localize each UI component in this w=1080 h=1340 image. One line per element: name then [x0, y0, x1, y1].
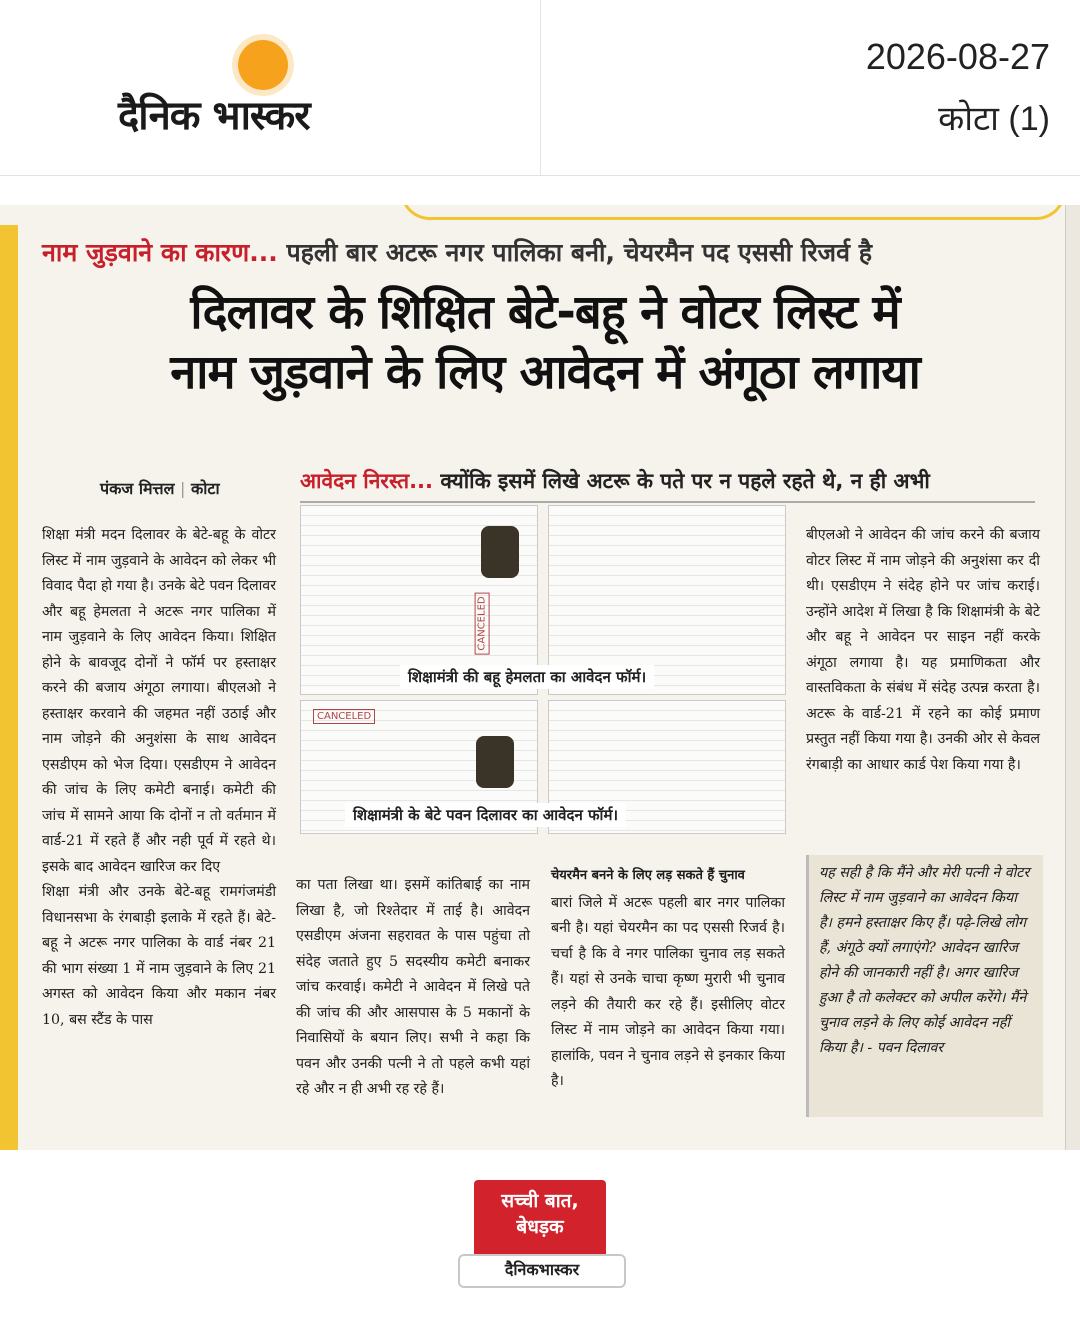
yellow-edge-strip — [0, 225, 18, 1150]
article-column-4: बीएलओ ने आवेदन की जांच करने की बजाय वोटर लिस्ट में नाम जोड़ने की अनुशंसा कर दी थी। एसडीएम ने संदेह होने पर जांच कराई। उन्होंने आदेश में लिखा है कि शिक्षामंत्री के बेटे और बहू ने आवेदन पर साइन नहीं करके अंगूठा लगाया है। यह प्रमाणिकता और वास्तविकता के संबंध में संदेह उत्पन्न करता है। अटरू के वार्ड-21 में रहने का कोई प्रमाण प्रस्तुत नहीं किया गया है। उनकी ओर से केवल रंगबाड़ी का आधार कार्ड पेश किया गया है। — [806, 527, 1040, 773]
page-header — [0, 0, 1080, 176]
edition-date: 2026-08-27 — [865, 36, 1050, 77]
footer-brand-logo — [458, 1180, 622, 1295]
clip-top-border — [400, 205, 1066, 220]
col1-paragraph-1: शिक्षा मंत्री मदन दिलावर के बेटे-बहू के वोटर लिस्ट में नाम जुड़वाने के आवेदन को लेकर भी विवाद पैदा हो गया है। उनके बेटे पवन दिलावर और बहू हेमलता ने अटरू नगर पालिका में नाम जुड़वाने के लिए आवेदन किया। शिक्षित होने के बावजूद दोनों ने फॉर्म पर हस्ताक्षर करने की बजाय अंगूठा लगाया। बीएलओ ने हस्ताक्षर करवाने की जहमत नहीं उठाई और नाम जोड़ने की अनुशंसा के साथ आवेदन एसडीएम को भेज दिया। एसडीएम ने आवेदन की जांच के लिए कमेटी बनाई। कमेटी की जांच में सामने आया कि दोनों न तो वर्तमान में वार्ड-21 में रहते हैं और नही पूर्व में रहते थे। इसके बाद आवेदन खारिज कर दिए — [42, 527, 276, 875]
byline: पंकज मित्तल | कोटा — [100, 479, 220, 498]
footer-brand-name: दैनिकभास्कर — [458, 1254, 626, 1288]
subhead-red: आवेदन निरस्त... — [300, 469, 434, 493]
canceled-stamp: CANCELED — [475, 592, 490, 654]
headline — [40, 283, 1050, 403]
article-column-1 — [42, 523, 276, 1033]
subheadline — [300, 467, 1035, 503]
col1-paragraph-2: शिक्षा मंत्री और उनके बेटे-बहू रामगंजमंडी विधानसभा के रंगबाड़ी इलाके में रहते हैं। बेटे-बहू ने अटरू नगर पालिका के वार्ड नंबर 21 की भाग संख्या 1 में नाम जुड़वाने के लिए 21 अगस्त को आवेदन किया और मकान नंबर 10, बस स्टैंड के पास — [42, 884, 276, 1028]
caption-hemlata-form: शिक्षामंत्री की बहू हेमलता का आवेदन फॉर्म। — [400, 665, 654, 689]
kicker-red: नाम जुड़वाने का कारण... — [42, 238, 278, 267]
article-column-2: का पता लिखा था। इसमें कांतिबाई का नाम लिखा है, जो रिश्तेदार में ताई है। आवेदन एसडीएम अंजना सहरावत के पास पहुंचा तो संदेह जताते हुए 5 सदस्यीय कमेटी बनाकर जांच करवाई। कमेटी ने आवेदन में लिखे पते की जांच की और आसपास के 5 मकानों के निवासियों के बयान लिए। सभी ने कहा कि पवन और उनकी पत्नी ने तो पहले कभी यहां रहे और न ही अभी रह रहे हैं। — [296, 877, 530, 1097]
headline-line-1: दिलावर के शिक्षित बेटे-बहू ने वोटर लिस्ट में — [190, 285, 900, 340]
newspaper-logo: दैनिक भास्कर — [118, 93, 310, 139]
adjacent-column-scrap — [1065, 205, 1080, 1150]
kicker-line — [42, 235, 872, 269]
pawan-quote: यह सही है कि मैंने और मेरी पत्नी ने वोटर लिस्ट में नाम जुड़वाने का आवेदन किया है। हमने हस्ताक्षर किए हैं। पढ़े-लिखे लोग हैं, अंगूठे क्यों लगाएंगे? आवेदन खारिज होने की जानकारी नहीं है। अगर खारिज हुआ है तो कलेक्टर को अपील करेंगे। मैंने चुनाव लड़ने के लिए कोई आवेदन नहीं किया है। - पवन दिलावर — [819, 865, 1030, 1056]
byline-place: कोटा — [190, 479, 220, 498]
byline-name: पंकज मित्तल — [100, 479, 175, 498]
headline-line-2: नाम जुड़वाने के लिए आवेदन में अंगूठा लगाया — [170, 345, 920, 400]
canceled-stamp: CANCELED — [313, 709, 375, 724]
kicker-rest: पहली बार अटरू नगर पालिका बनी, चेयरमैन पद एससी रिजर्व है — [277, 238, 872, 267]
applicant-photo-icon — [481, 526, 519, 578]
edition-name: कोटा (1) — [938, 100, 1050, 138]
tagline-box — [474, 1180, 606, 1258]
column-3-heading: चेयरमैन बनने के लिए लड़ सकते हैं चुनाव — [551, 868, 745, 883]
sun-logo-icon — [238, 40, 288, 90]
tagline-line-1: सच्ची बात, — [501, 1190, 579, 1212]
column-3-body: बारां जिले में अटरू पहली बार नगर पालिका बनी है। यहां चेयरमैन का पद एससी रिजर्व है। चर्चा है कि वे नगर पालिका चुनाव लड़ सकते हैं। यहां से उनके चाचा कृष्ण मुरारी भी चुनाव लड़ने की तैयारी कर रहे हैं। इसीलिए वोटर लिस्ट में नाम जोड़ने का आवेदन किया गया। हालांकि, पवन ने चुनाव लड़ने से इनकार किया है। — [551, 894, 785, 1089]
subhead-rest: क्योंकि इसमें लिखे अटरू के पते पर न पहले रहते थे, न ही अभी — [433, 469, 930, 493]
caption-pawan-form: शिक्षामंत्री के बेटे पवन दिलावर का आवेदन फॉर्म। — [345, 803, 626, 827]
newspaper-clipping — [0, 205, 1080, 1150]
tagline-line-2: बेधड़क — [516, 1216, 564, 1238]
header-divider — [540, 0, 541, 175]
quote-box — [806, 855, 1043, 1117]
applicant-photo-icon — [476, 736, 514, 788]
article-column-3 — [551, 863, 785, 1095]
